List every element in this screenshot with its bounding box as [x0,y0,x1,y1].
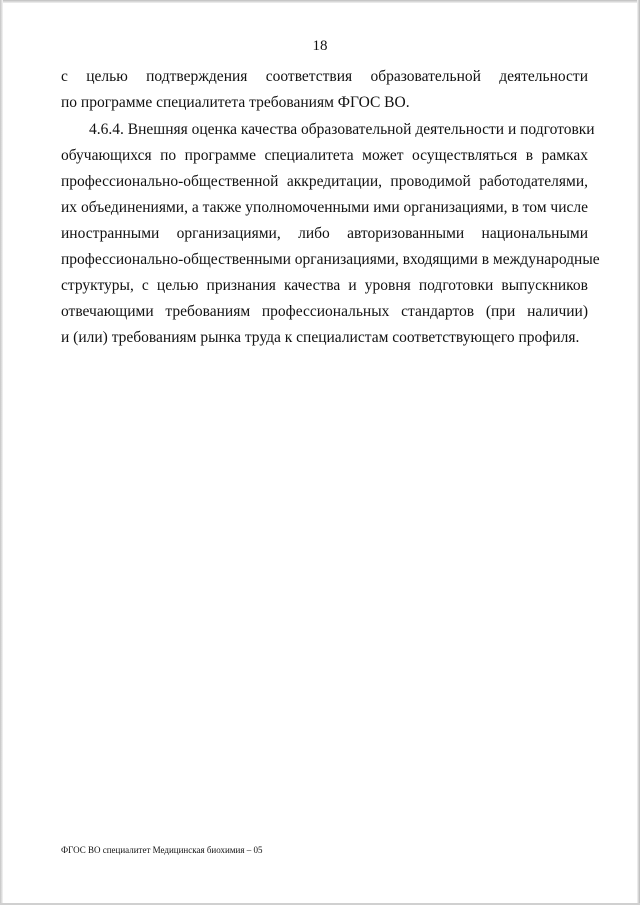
text-line: и (или) требованиям рынка труда к специалистам соответствующего профиля. [61,329,580,346]
text-line: с целью подтверждения соответствия образовательной деятельности [61,68,588,85]
text-line: их объединениями, а также уполномоченными ими организациями, в том числе [61,199,588,216]
text-line: отвечающими требованиям профессиональных стандартов (при наличии) [61,303,588,320]
text-line: по программе специалитета требованиям ФГОС ВО. [61,94,410,111]
document-footer: ФГОС ВО специалитет Медицинская биохимия – 05 [61,845,263,855]
text-line: иностранными организациями, либо авторизованными национальными [61,225,588,242]
scan-edge-left [0,0,3,905]
text-line: обучающихся по программе специалитета может осуществляться в рамках [61,147,588,164]
text-line: структуры, с целью признания качества и уровня подготовки выпускников [61,277,588,294]
paragraph-continuation [61,64,588,116]
text-line: 4.6.4. Внешняя оценка качества образовательной деятельности и подготовки [89,121,595,138]
text-line: профессионально-общественными организациями, входящими в международные [61,251,600,268]
scan-edge-top [0,0,640,3]
page-number: 18 [312,38,328,54]
paragraph-4-6-4 [61,117,600,351]
text-line: профессионально-общественной аккредитации, проводимой работодателями, [61,173,588,190]
